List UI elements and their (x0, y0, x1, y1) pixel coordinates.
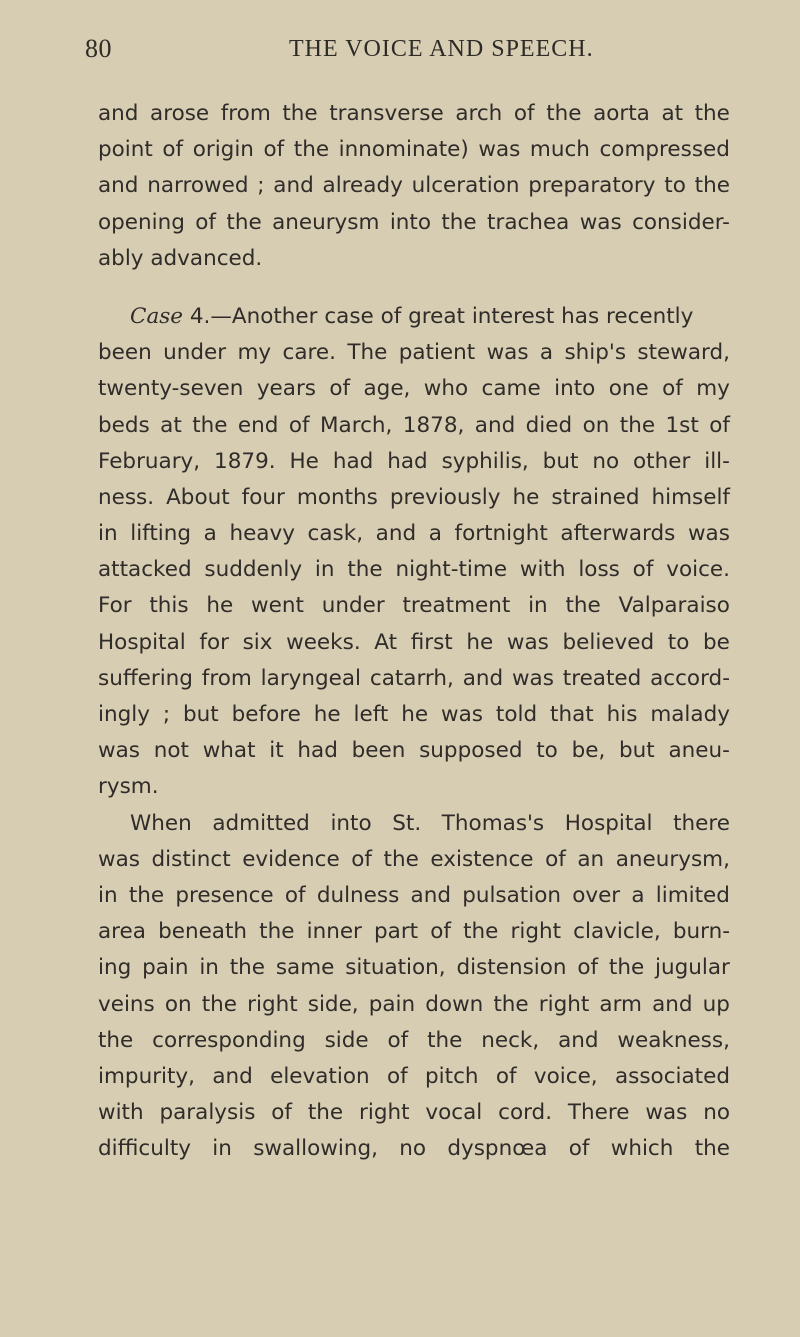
word: aneurysm, (615, 846, 730, 872)
word: presence (175, 882, 274, 908)
word: he (401, 702, 429, 727)
word: had (297, 738, 338, 764)
word: February, (98, 448, 201, 474)
word: of (195, 209, 217, 235)
word: the (293, 137, 330, 163)
word: the (427, 1027, 463, 1053)
word: attacked (98, 557, 192, 583)
word: weakness, (617, 1027, 730, 1053)
word: treated (562, 665, 642, 691)
word: first (410, 629, 453, 655)
word: which (610, 1136, 674, 1162)
word: When (130, 810, 192, 836)
word: pain (142, 955, 189, 981)
word: Thomas's (441, 810, 545, 836)
word: voice, (533, 1063, 598, 1089)
text-line (98, 480, 730, 516)
word: the (441, 209, 477, 235)
word: the (347, 557, 383, 583)
word: four (241, 484, 285, 510)
word: up (702, 991, 730, 1017)
text-line (98, 625, 730, 661)
word: it (269, 738, 284, 764)
word: under (321, 593, 385, 619)
word: no (399, 1136, 427, 1162)
word: been (98, 340, 152, 366)
word: trachea (487, 209, 570, 235)
word: corresponding (152, 1027, 306, 1053)
word: was (98, 738, 140, 764)
word: veins (98, 991, 155, 1017)
word: the (201, 991, 238, 1017)
text-line (98, 371, 730, 407)
word: side (324, 1027, 369, 1053)
running-head (0, 34, 800, 74)
word: right (247, 991, 298, 1017)
word: the (493, 991, 529, 1017)
word: twenty-seven (98, 376, 244, 402)
word: from (201, 665, 252, 691)
word: one (608, 376, 649, 402)
word: 1st (665, 412, 699, 438)
word: swallowing, (253, 1136, 378, 1162)
word: St. (392, 810, 422, 836)
word: years (256, 376, 316, 402)
word: an (577, 846, 605, 872)
word: of (495, 1063, 517, 1089)
word: was (486, 340, 529, 366)
word: six (242, 629, 273, 655)
word: aneu- (668, 738, 730, 764)
word: a (428, 521, 442, 547)
word: was (441, 702, 483, 727)
word: 1878, (402, 412, 465, 438)
word: told (495, 702, 538, 727)
word: to (664, 173, 686, 199)
word: came (481, 376, 541, 402)
text-line (98, 132, 730, 168)
word: what (202, 738, 256, 764)
word: the (282, 101, 318, 126)
word: suddenly (204, 557, 303, 583)
word: burn- (672, 919, 730, 945)
word: and (652, 991, 693, 1017)
word: into (389, 209, 431, 235)
word: had (332, 448, 374, 474)
word: For (98, 593, 132, 619)
word: of (351, 846, 372, 872)
word: neck, (481, 1027, 540, 1053)
text-line: rysm. (98, 774, 159, 800)
word: for (199, 629, 229, 655)
word: beneath (158, 919, 248, 945)
word: in (212, 1136, 232, 1162)
word: the (192, 412, 228, 438)
word: of (709, 412, 730, 438)
word: and (273, 173, 314, 199)
word: of (386, 1063, 408, 1089)
word: the (694, 1136, 730, 1162)
word: of (284, 882, 306, 908)
word: care. (282, 340, 336, 366)
word: a (539, 340, 554, 366)
page-number: 80 (85, 34, 112, 63)
word: distension (456, 955, 567, 981)
word: aneurysm (272, 209, 380, 235)
word: situation, (345, 955, 446, 981)
word: suffering (98, 665, 193, 691)
word: on (582, 412, 610, 438)
word: was (687, 521, 730, 547)
word: dulness (316, 882, 400, 908)
word: age, (363, 376, 411, 402)
word: his (606, 702, 638, 727)
word: preparatory (528, 173, 656, 199)
word: and (410, 882, 451, 908)
word: pain (368, 991, 416, 1017)
word: was (506, 629, 549, 655)
word: months (296, 484, 378, 510)
word: compressed (599, 137, 730, 163)
word: beds (98, 412, 150, 438)
word: of (288, 412, 310, 438)
word: existence (430, 846, 534, 872)
word: the (128, 882, 165, 908)
word: afterwards (560, 521, 676, 547)
paragraph-case-4 (98, 299, 730, 806)
word: At (374, 629, 398, 655)
word: ship's (564, 340, 627, 366)
word: and (98, 101, 139, 126)
word: was (579, 209, 622, 235)
word: part (374, 919, 419, 945)
text-line (98, 661, 730, 697)
word: and (558, 1027, 599, 1053)
word: and (375, 521, 417, 547)
word: in (98, 882, 118, 908)
word: transverse (329, 101, 444, 126)
text-line (98, 552, 730, 588)
word: but (542, 448, 579, 474)
text-line (98, 588, 730, 624)
word: ing (98, 955, 132, 981)
word: dyspnœa (447, 1136, 548, 1162)
word: associated (614, 1063, 730, 1089)
word: and (212, 1063, 253, 1089)
word: treatment (402, 593, 511, 619)
word: 1879. (214, 448, 276, 474)
word: with (519, 557, 566, 583)
word: catarrh, (369, 665, 454, 691)
word: in (199, 955, 219, 981)
word: opening (98, 209, 185, 235)
word: believed (562, 629, 655, 655)
text-line (98, 335, 730, 371)
word: side, (307, 991, 359, 1017)
word: cord. (498, 1100, 553, 1126)
word: the (383, 846, 419, 872)
word: the (619, 412, 656, 438)
word: point (98, 137, 153, 163)
word: be, (571, 738, 606, 764)
word: There (567, 1100, 630, 1126)
text-line (98, 733, 730, 769)
text-line (98, 408, 730, 444)
text-line (98, 914, 730, 950)
word: same (275, 955, 335, 981)
word: was (645, 1100, 688, 1126)
word: right (359, 1100, 410, 1126)
word: About (166, 484, 230, 510)
word: strained (551, 484, 640, 510)
word: pitch (425, 1063, 479, 1089)
word: my (696, 376, 730, 402)
body-text (98, 96, 730, 1167)
word: on (164, 991, 192, 1017)
word: end (237, 412, 279, 438)
word: The (347, 340, 388, 366)
word: of (430, 919, 451, 945)
word: accord- (650, 665, 730, 691)
text-line (98, 168, 730, 204)
case-heading-line (98, 299, 730, 335)
word: of (271, 1100, 292, 1126)
word: heavy (229, 521, 295, 547)
word: already (322, 173, 403, 199)
word: was (478, 137, 521, 163)
paragraph-continuation (98, 96, 730, 277)
word: impurity, (98, 1063, 195, 1089)
word: ; (257, 173, 265, 199)
word: distinct (151, 846, 231, 872)
word: Hospital (98, 629, 186, 655)
word: of (632, 557, 654, 583)
word: origin (192, 137, 254, 163)
word: ulceration (411, 173, 520, 199)
word: paralysis (159, 1100, 256, 1126)
word: the (546, 101, 582, 126)
word: the (307, 1100, 344, 1126)
word: innominate) (338, 137, 469, 163)
word: in (98, 521, 118, 547)
word: of (513, 101, 535, 126)
word: was (511, 665, 554, 691)
word: was (98, 846, 140, 872)
word: vocal (425, 1100, 483, 1126)
word: he (466, 629, 494, 655)
word: arm (599, 991, 642, 1017)
word: from (220, 101, 271, 126)
word: the (463, 919, 499, 945)
word: the (259, 919, 295, 945)
word: died (525, 412, 573, 438)
word: this (149, 593, 189, 619)
paragraph-admission (98, 806, 730, 1168)
word: a (203, 521, 217, 547)
word: steward, (637, 340, 730, 366)
word: went (251, 593, 304, 619)
word: much (529, 137, 590, 163)
word: arch (455, 101, 503, 126)
word: previously (389, 484, 501, 510)
word: into (330, 810, 372, 836)
word: the (694, 101, 730, 126)
word: at (661, 101, 684, 126)
text-line (98, 516, 730, 552)
word: who (423, 376, 469, 402)
word: He (289, 448, 319, 474)
word: of (387, 1027, 409, 1053)
word: pulsation (462, 882, 561, 908)
word: the (226, 209, 262, 235)
word: under (163, 340, 227, 366)
word: laryngeal (260, 665, 362, 691)
word: and (98, 173, 139, 199)
word: consider- (632, 209, 730, 235)
text-line (98, 697, 730, 733)
word: he (512, 484, 540, 510)
word: cask, (307, 521, 364, 547)
word: evidence (242, 846, 340, 872)
word: at (160, 412, 182, 438)
word: and (462, 665, 504, 691)
text-line (98, 842, 730, 878)
case-heading-rest: 4.—Another case of great interest has recently (183, 303, 694, 329)
word: no (592, 448, 620, 474)
word: ill- (704, 448, 730, 474)
word: but (183, 702, 219, 727)
word: in (528, 593, 548, 619)
running-title: THE VOICE AND SPEECH. (289, 36, 594, 62)
word: down (425, 991, 484, 1017)
word: in (314, 557, 335, 583)
word: right (538, 991, 590, 1017)
word: the (565, 593, 601, 619)
word: over (572, 882, 621, 908)
word: fortnight (454, 521, 548, 547)
text-line (98, 205, 730, 241)
word: aorta (593, 101, 650, 126)
word: of (329, 376, 351, 402)
word: supposed (419, 738, 523, 764)
word: of (162, 137, 184, 163)
word: had (387, 448, 428, 474)
word: the (98, 1027, 134, 1053)
word: to (536, 738, 558, 764)
word: but (619, 738, 655, 764)
word: he (313, 702, 341, 727)
word: of (263, 137, 285, 163)
word: syphilis, (441, 448, 529, 474)
word: be (703, 629, 730, 655)
word: been (351, 738, 406, 764)
text-line (98, 987, 730, 1023)
word: the (694, 173, 730, 199)
word: of (662, 376, 683, 402)
word: no (703, 1100, 730, 1126)
text-line (98, 1131, 730, 1167)
word: arose (150, 101, 210, 126)
word: malady (650, 702, 730, 727)
text-line (98, 878, 730, 914)
word: right (510, 919, 562, 945)
text-line (98, 96, 730, 132)
case-label: Case (130, 303, 184, 329)
word: the (608, 955, 645, 981)
word: of (568, 1136, 590, 1162)
word: left (353, 702, 389, 727)
word: of (545, 846, 566, 872)
word: before (231, 702, 301, 727)
word: lifting (130, 521, 192, 547)
word: other (633, 448, 691, 474)
text-line (98, 1095, 730, 1131)
text-line (98, 444, 730, 480)
word: difficulty (98, 1136, 191, 1162)
text-line (98, 1059, 730, 1095)
word: not (153, 738, 189, 764)
word: the (229, 955, 266, 981)
word: voice. (666, 557, 730, 583)
word: a (631, 882, 645, 908)
word: elevation (270, 1063, 370, 1089)
text-line (98, 806, 730, 842)
word: there (673, 810, 730, 836)
word: that (550, 702, 594, 727)
word: to (667, 629, 690, 655)
word: March, (320, 412, 393, 438)
word: and (474, 412, 516, 438)
word: Valparaiso (618, 593, 730, 619)
word: ingly (98, 702, 150, 727)
word: weeks. (286, 629, 361, 655)
text-line (98, 950, 730, 986)
word: ness. (98, 484, 155, 510)
word: area (98, 919, 146, 945)
word: loss (578, 557, 620, 583)
word: himself (651, 484, 730, 510)
word: night-time (395, 557, 508, 583)
text-line: ably advanced. (98, 245, 263, 271)
word: he (206, 593, 234, 619)
word: into (554, 376, 596, 402)
word: of (577, 955, 599, 981)
word: ; (162, 702, 171, 727)
word: limited (655, 882, 730, 908)
word: narrowed (147, 173, 249, 199)
word: Hospital (564, 810, 653, 836)
word: clavicle, (573, 919, 661, 945)
word: admitted (212, 810, 310, 836)
word: inner (306, 919, 362, 945)
word: my (237, 340, 272, 366)
word: with (98, 1100, 144, 1126)
text-line (98, 1023, 730, 1059)
word: jugular (655, 955, 730, 981)
word: patient (398, 340, 476, 366)
